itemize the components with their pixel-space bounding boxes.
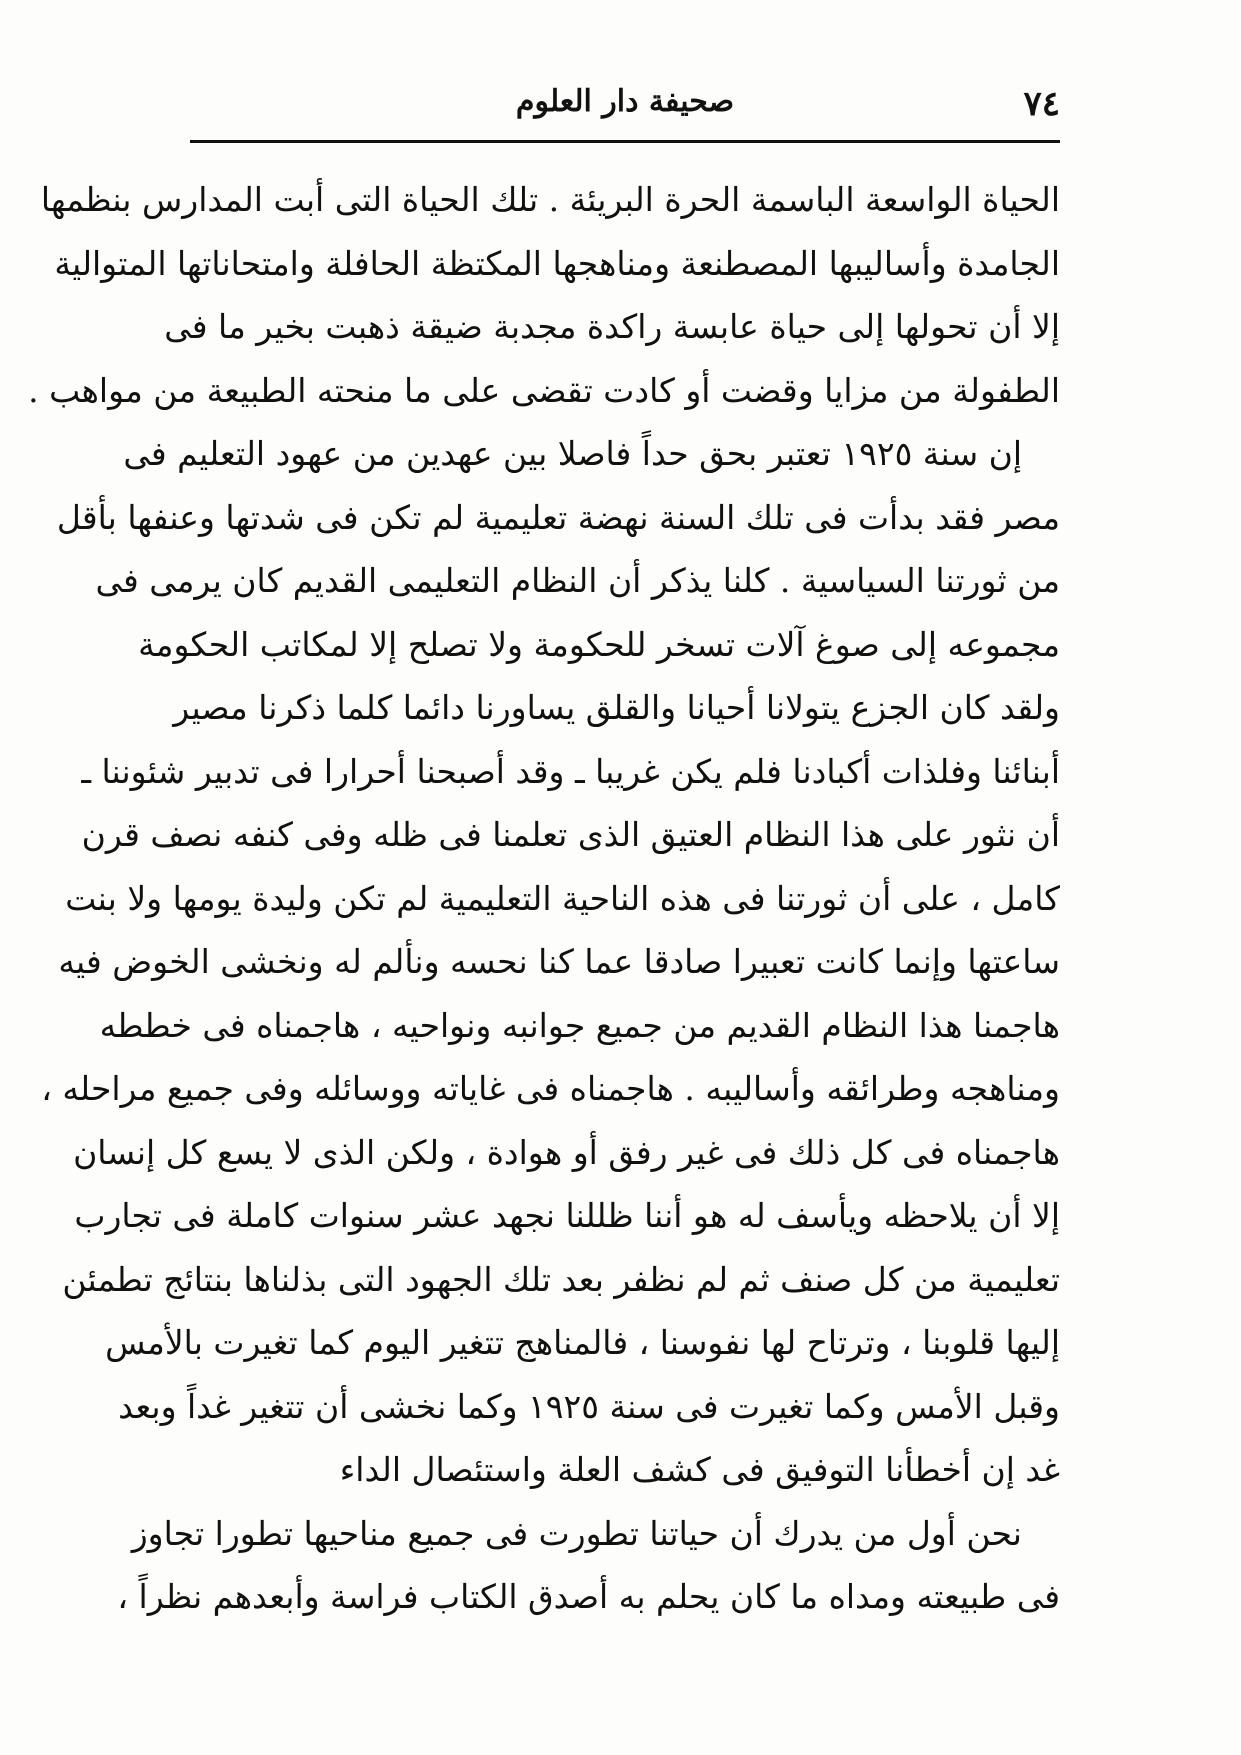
text-line: ومناهجه وطرائقه وأساليبه . هاجمناه فى غاياته ووسائله وفى جميع مراحله ، [41,1069,1060,1108]
text-line: إن سنة ١٩٢٥ تعتبر بحق حداً فاصلا بين عهدين من عهود التعليم فى [123,434,1022,473]
text-line: الطفولة من مزايا وقضت أو كادت تقضى على ما منحته الطبيعة من مواهب . [28,370,1060,410]
text-line: وقبل الأمس وكما تغيرت فى سنة ١٩٢٥ وكما نخشى أن تتغير غداً وبعد [118,1386,1060,1426]
text-line: إلا أن تحولها إلى حياة عابسة راكدة مجدبة ضيقة ذهبت بخير ما فى [164,307,1060,346]
text-line: الحياة الواسعة الباسمة الحرة البريئة . تلك الحياة التى أبت المدارس بنظمها [40,180,1060,219]
text-line: أبنائنا وفلذات أكبادنا فلم يكن غريبا ـ وقد أصبحنا أحرارا فى تدبير شئوننا ـ [81,751,1060,791]
text-line: الجامدة وأساليبها المصطنعة ومناهجها المكتظة الحافلة وامتحاناتها المتوالية [54,243,1060,283]
page-number: ٧٤ [1023,84,1060,124]
text-line: مصر فقد بدأت فى تلك السنة نهضة تعليمية لم تكن فى شدتها وعنفها بأقل [56,497,1060,537]
text-line: تعليمية من كل صنف ثم لم نظفر بعد تلك الجهود التى بذلناها بنتائج تطمئن [62,1259,1060,1299]
body-text [28,168,1060,1629]
text-line: ساعتها وإنما كانت تعبيرا صادقا عما كنا نحسه ونألم له ونخشى الخوض فيه [58,942,1060,981]
text-line: غد إن أخطأنا التوفيق فى كشف العلة واستئصال الداء [339,1450,1060,1489]
page-header [190,78,1060,134]
text-line: كامل ، على أن ثورتنا فى هذه الناحية التعليمية لم تكن وليدة يومها ولا بنت [65,878,1060,918]
journal-title: صحيفة دار العلوم [515,84,735,119]
text-line: هاجمناه فى كل ذلك فى غير رفق أو هوادة ، ولكن الذى لا يسع كل إنسان [73,1132,1060,1172]
text-line: مجموعه إلى صوغ آلات تسخر للحكومة ولا تصلح إلا لمكاتب الحكومة [138,624,1060,664]
text-line: إليها قلوبنا ، وترتاح لها نفوسنا ، فالمناهج تتغير اليوم كما تغيرت بالأمس [105,1323,1060,1362]
text-line: إلا أن يلاحظه ويأسف له هو أننا ظللنا نجهد عشر سنوات كاملة فى تجارب [74,1196,1060,1235]
text-line: هاجمنا هذا النظام القديم من جميع جوانبه ونواحيه ، هاجمناه فى خططه [99,1005,1060,1045]
text-line: فى طبيعته ومداه ما كان يحلم به أصدق الكتاب فراسة وأبعدهم نظراً ، [117,1577,1060,1616]
text-line: ولقد كان الجزع يتولانا أحيانا والقلق يساورنا دائما كلما ذكرنا مصير [173,688,1060,727]
text-line: أن نثور على هذا النظام العتيق الذى تعلمنا فى ظله وفى كنفه نصف قرن [81,815,1060,854]
header-rule [190,140,1060,143]
text-line: نحن أول من يدرك أن حياتنا تطورت فى جميع مناحيها تطورا تجاوز [131,1513,1022,1553]
text-line: من ثورتنا السياسية . كلنا يذكر أن النظام التعليمى القديم كان يرمى فى [95,561,1060,600]
